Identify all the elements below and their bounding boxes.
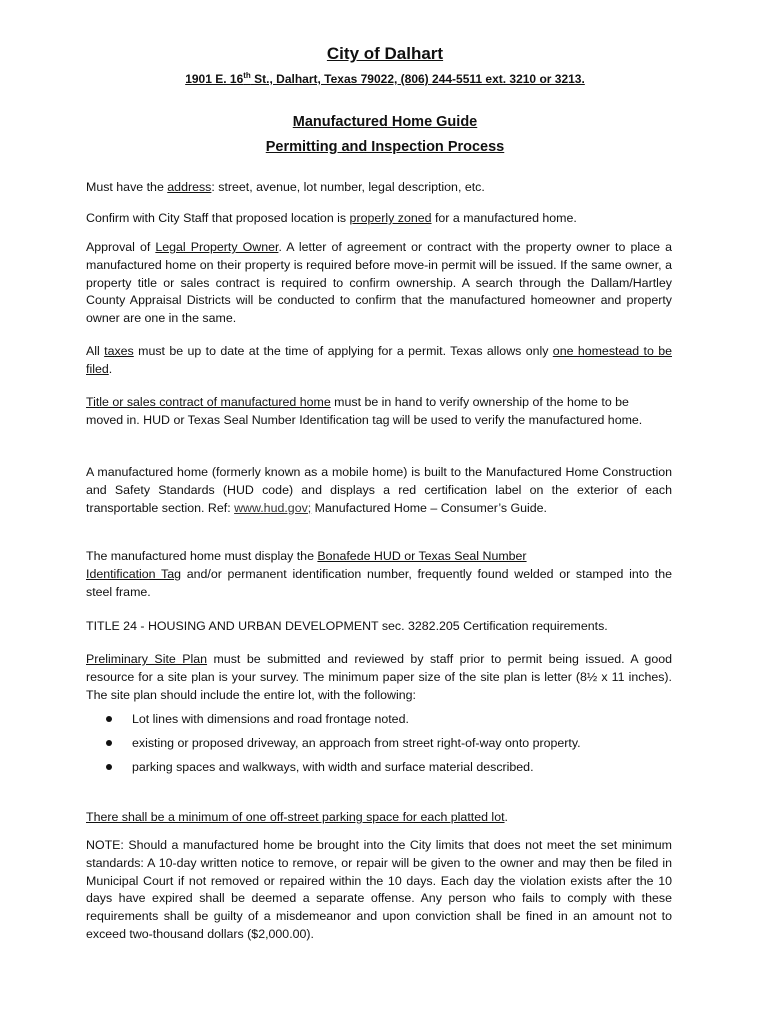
underlined-term: Preliminary Site Plan: [86, 652, 208, 666]
underlined-term: taxes: [104, 344, 134, 358]
text-run: Manufactured Home – Consumer’s Guide.: [311, 500, 547, 515]
guide-title: Manufactured Home Guide: [292, 114, 478, 130]
note-paragraph: NOTE: Should a manufactured home be brought into the City limits that does not meet the set minimum standards: A 10-day written notice to remove, or repair will be given to the owner and may then be filed in Municipal Court if not removed or repaired within the 10 days. Each day the violation exists after the 10 days have expired shall be deemed a separate offense. Any person who fails to comply with these requirements shall be guilty of a misdemeanor and upon conviction shall be fined in an amount not to exceed two-thousand dollars ($2,000.00).: [86, 838, 672, 941]
taxes-paragraph: [86, 343, 672, 379]
list-item: [86, 707, 672, 731]
address-part: 1901 E. 16: [185, 72, 244, 86]
list-item-text: Lot lines with dimensions and road frontage noted.: [132, 712, 409, 726]
underlined-term: Title or sales contract of manufactured home: [86, 395, 331, 409]
text-run: .: [504, 810, 508, 824]
bullet-icon: [106, 764, 112, 770]
underlined-term: one homestead to be filed: [86, 344, 672, 376]
identification-tag-paragraph: [86, 548, 672, 601]
zoning-requirement: [86, 210, 672, 228]
underlined-term: Bonafede HUD or Texas Seal Number: [317, 549, 527, 563]
hud-link[interactable]: www.hud.gov;: [234, 500, 312, 515]
address-requirement: [86, 179, 672, 197]
guide-subtitle: Permitting and Inspection Process: [265, 139, 505, 155]
bullet-icon: [106, 716, 112, 722]
underlined-term: address: [167, 180, 212, 194]
parking-requirement: [86, 809, 672, 827]
hud-code-paragraph: [86, 464, 672, 517]
text-run: must be up to date at the time of applying for a permit. Texas allows only: [133, 344, 553, 358]
address-superscript: th: [243, 71, 251, 80]
city-address: [0, 72, 770, 86]
underlined-term: Legal Property Owner: [155, 240, 279, 254]
text-run: .: [108, 361, 113, 376]
title-24-paragraph: TITLE 24 - HOUSING AND URBAN DEVELOPMENT sec. 3282.205 Certification requirements.: [86, 619, 608, 633]
list-item-text: parking spaces and walkways, with width and surface material described.: [132, 760, 534, 774]
site-plan-list: [86, 707, 672, 779]
text-run: must be submitted and reviewed by staff prior to permit being issued. A good resource for a site plan is your survey. The minimum paper size of the site plan is letter (8½ x 11 inches). The site plan should include the entire lot, with the following:: [86, 652, 672, 702]
underlined-term: Identification Tag: [86, 566, 182, 581]
city-title: City of Dalhart: [326, 44, 444, 63]
text-run: All: [86, 344, 105, 358]
text-run: : street, avenue, lot number, legal description, etc.: [211, 180, 485, 194]
underlined-term: properly zoned: [349, 211, 432, 225]
address-part: St., Dalhart, Texas 79022, (806) 244-5511 ext. 3210 or 3213.: [250, 72, 585, 86]
list-item-text: existing or proposed driveway, an approach from street right-of-way onto property.: [132, 736, 581, 750]
list-item: [86, 731, 672, 755]
text-run: . A letter of agreement or contract with the property owner to place a manufactured home on their property is required before move-in permit will be issued. If the same owner, a property title or sales contract is required to confirm ownership. A search through the Dallam/Hartley County Appraisal Districts will be conducted to confirm that the manufactured homeowner and property owner are one in the same.: [86, 240, 673, 326]
bullet-icon: [106, 740, 112, 746]
underlined-term: There shall be a minimum of one off-street parking space for each platted lot: [86, 810, 505, 824]
text-run: The manufactured home must display the: [86, 549, 318, 563]
text-run: Confirm with City Staff that proposed location is: [86, 211, 350, 225]
text-run: Must have the: [86, 180, 168, 194]
text-run: Approval of: [86, 240, 156, 254]
text-run: must be in hand to verify ownership of the home to be moved in. HUD or Texas Seal Number Identification tag will be used to verify the manufactured home.: [86, 395, 643, 427]
text-run: and/or permanent identification number, frequently found welded or stamped into the steel frame.: [86, 566, 672, 599]
list-item: [86, 755, 672, 779]
owner-approval-paragraph: [86, 239, 672, 328]
text-run: for a manufactured home.: [431, 211, 577, 225]
site-plan-paragraph: [86, 651, 672, 704]
text-run: A manufactured home (formerly known as a mobile home) is built to the Manufactured Home Construction and Safety Standards (HUD code) and displays a red certification label on the exterior of each transportable section. Ref:: [86, 465, 672, 515]
title-contract-paragraph: [86, 394, 646, 430]
